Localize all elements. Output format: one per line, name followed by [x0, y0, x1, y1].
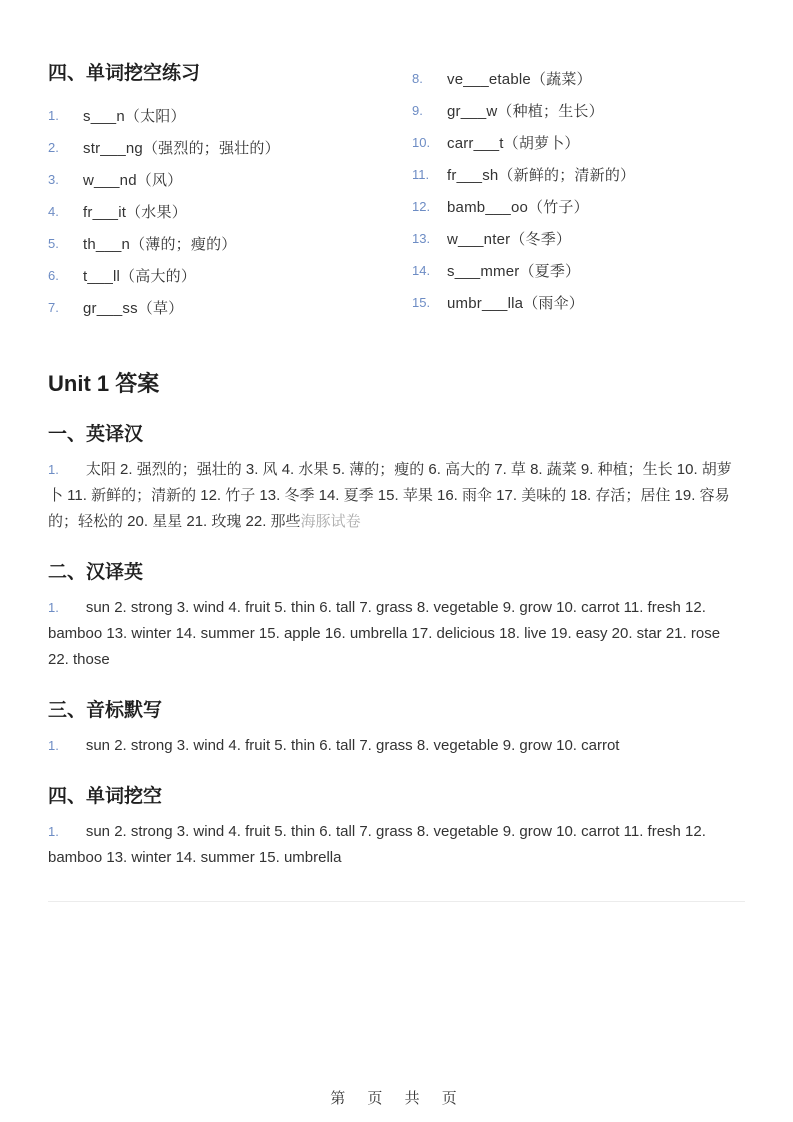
section-heading: 三、音标默写 [48, 700, 163, 721]
item-text: w___nter（冬季） [447, 230, 572, 248]
answer-paragraph [48, 457, 745, 535]
item-number: 15. [412, 294, 431, 310]
item-number: 13. [412, 230, 431, 246]
watermark-text: 海豚试卷 [300, 513, 361, 530]
item-text: fr___sh（新鲜的；清新的） [447, 166, 636, 184]
list-item [412, 126, 745, 158]
item-number: 10. [412, 134, 431, 150]
exercise-column-left [48, 62, 412, 323]
answer-paragraph [48, 819, 745, 871]
paragraph-number: 1. [48, 824, 59, 839]
item-number: 3. [48, 171, 59, 187]
paragraph-number: 1. [48, 462, 59, 477]
item-text: s___mmer（夏季） [447, 262, 581, 280]
item-number: 9. [412, 102, 423, 118]
item-text: th___n（薄的；瘦的） [83, 235, 237, 253]
item-number: 7. [48, 299, 59, 315]
list-item [412, 254, 745, 286]
item-text: ve___etable（蔬菜） [447, 70, 592, 88]
list-item [412, 286, 745, 318]
item-text: w___nd（风） [83, 171, 183, 189]
item-text: s___n（太阳） [83, 107, 186, 125]
list-item [48, 99, 412, 131]
item-number: 6. [48, 267, 59, 283]
answer-text: sun 2. strong 3. wind 4. fruit 5. thin 6. tall 7. grass 8. vegetable 9. grow 10. carrot 11. fresh 12. bamboo 13. winter 14. summer 15. apple 16. umbrella 17. delicious 18. live 19. easy 20. star 21. rose 22. those [48, 599, 721, 668]
item-number: 1. [48, 107, 59, 123]
list-item [412, 94, 745, 126]
answer-section-cn-to-en [48, 561, 745, 673]
exercise-column-right [412, 62, 745, 318]
section-heading: 二、汉译英 [48, 562, 144, 583]
item-text: gr___w（种植；生长） [447, 102, 604, 120]
answer-paragraph [48, 595, 745, 673]
answer-paragraph [48, 733, 745, 759]
item-text: bamb___oo（竹子） [447, 198, 589, 216]
list-item [48, 227, 412, 259]
item-text: t___ll（高大的） [83, 267, 197, 285]
item-text: gr___ss（草） [83, 299, 184, 317]
list-item [412, 222, 745, 254]
paragraph-number: 1. [48, 600, 59, 615]
answer-section-en-to-cn [48, 423, 745, 535]
answer-text: sun 2. strong 3. wind 4. fruit 5. thin 6. tall 7. grass 8. vegetable 9. grow 10. carrot 11. fresh 12. bamboo 13. winter 14. summer 15. umbrella [48, 823, 706, 866]
blank-list-left [48, 99, 412, 323]
list-item [48, 259, 412, 291]
exercise-title: 四、单词挖空练习 [48, 63, 201, 84]
list-item [412, 62, 745, 94]
item-text: fr___it（水果） [83, 203, 187, 221]
item-text: umbr___lla（雨伞） [447, 294, 585, 312]
page-footer: 第 页 共 页 [330, 1090, 463, 1107]
item-number: 5. [48, 235, 59, 251]
answer-section-fill-blanks [48, 785, 745, 871]
list-item [48, 131, 412, 163]
answers-title: Unit 1 答案 [48, 371, 160, 396]
item-number: 11. [412, 166, 430, 182]
item-number: 2. [48, 139, 59, 155]
list-item [412, 190, 745, 222]
item-number: 4. [48, 203, 59, 219]
item-number: 14. [412, 262, 431, 278]
section-divider [48, 901, 745, 902]
item-text: str___ng（强烈的；强壮的） [83, 139, 280, 157]
paragraph-number: 1. [48, 738, 59, 753]
section-heading: 四、单词挖空 [48, 786, 163, 807]
item-number: 12. [412, 198, 431, 214]
blank-list-right [412, 62, 745, 318]
item-text: carr___t（胡萝卜） [447, 134, 580, 152]
list-item [48, 291, 412, 323]
list-item [412, 158, 745, 190]
exercise-columns [48, 62, 745, 323]
answer-text: sun 2. strong 3. wind 4. fruit 5. thin 6. tall 7. grass 8. vegetable 9. grow 10. carrot [85, 737, 620, 754]
section-heading: 一、英译汉 [48, 424, 144, 445]
list-item [48, 195, 412, 227]
item-number: 8. [412, 70, 423, 86]
list-item [48, 163, 412, 195]
answer-text: 太阳 2. 强烈的；强壮的 3. 风 4. 水果 5. 薄的；瘦的 6. 高大的 7. 草 8. 蔬菜 9. 种植；生长 10. 胡萝卜 11. 新鲜的；清新的 12. 竹子 13. 冬季 14. 夏季 15. 苹果 16. 雨伞 17. 美味的 18. 存活；居住 19. 容易的；轻松的 20. 星星 21. 玫瑰 22. 那些 [48, 461, 732, 530]
answer-section-phonetics [48, 699, 745, 759]
